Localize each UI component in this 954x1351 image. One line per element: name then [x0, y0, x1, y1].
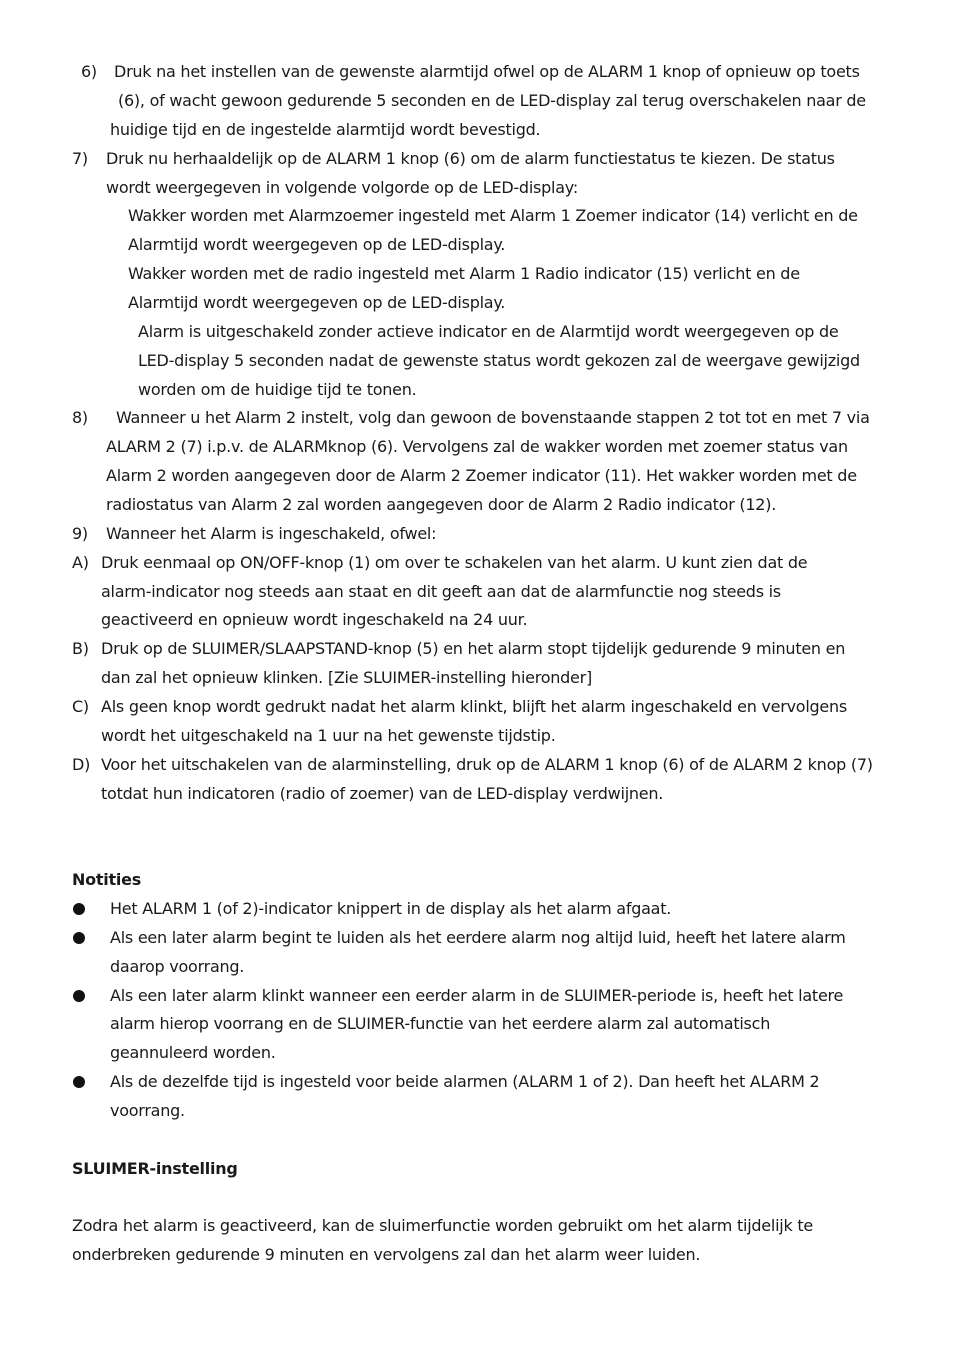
text-line: Voor het uitschakelen van de alarminstelling, druk op de ALARM 1 knop (6) of de ALARM 2 knop (7) — [101, 755, 873, 774]
text-line: daarop voorrang. — [110, 957, 245, 976]
text-line: onderbreken gedurende 9 minuten en vervolgens zal dan het alarm weer luiden. — [72, 1245, 701, 1264]
text-line: Druk op de SLUIMER/SLAAPSTAND-knop (5) en het alarm stopt tijdelijk gedurende 9 minuten en — [101, 639, 846, 658]
text-line: totdat hun indicatoren (radio of zoemer) van de LED-display verdwijnen. — [101, 784, 664, 803]
notes-heading: Notities — [72, 870, 142, 889]
text-line: Alarm 2 worden aangegeven door de Alarm 2 Zoemer indicator (11). Het wakker worden met de — [106, 466, 857, 485]
text-line: Druk na het instellen van de gewenste alarmtijd ofwel op de ALARM 1 knop of opnieuw op toets — [114, 62, 860, 81]
letter-marker: C) — [72, 697, 89, 716]
letter-marker: A) — [72, 553, 89, 572]
sub-text-line: worden om de huidige tijd te tonen. — [138, 380, 417, 399]
text-line: ALARM 2 (7) i.p.v. de ALARMknop (6). Vervolgens zal de wakker worden met zoemer status van — [106, 437, 848, 456]
sub-text-line: LED-display 5 seconden nadat de gewenste status wordt gekozen zal de weergave gewijzigd — [138, 351, 860, 370]
letter-marker: D) — [72, 755, 91, 774]
snooze-heading: SLUIMER-instelling — [72, 1159, 238, 1178]
sub-text-line: Wakker worden met Alarmzoemer ingesteld met Alarm 1 Zoemer indicator (14) verlicht en de — [128, 206, 858, 225]
text-line: wordt weergegeven in volgende volgorde op de LED-display: — [106, 178, 578, 197]
list-marker: 8) — [72, 408, 88, 427]
text-line: voorrang. — [110, 1101, 185, 1120]
text-line: Wanneer het Alarm is ingeschakeld, ofwel: — [106, 524, 437, 543]
list-marker: 9) — [72, 524, 88, 543]
list-marker: 6) — [81, 62, 97, 81]
text-line: geannuleerd worden. — [110, 1043, 276, 1062]
text-line: Het ALARM 1 (of 2)-indicator knippert in de display als het alarm afgaat. — [110, 899, 672, 918]
text-line: alarm hierop voorrang en de SLUIMER-functie van het eerdere alarm zal automatisch — [110, 1014, 771, 1033]
text-line: Zodra het alarm is geactiveerd, kan de sluimerfunctie worden gebruikt om het alarm tijdelijk te — [72, 1216, 813, 1235]
text-line: Als geen knop wordt gedrukt nadat het alarm klinkt, blijft het alarm ingeschakeld en vervolgens — [101, 697, 847, 716]
sub-text-line: Alarmtijd wordt weergegeven op de LED-display. — [128, 235, 506, 254]
bullet-icon — [73, 1076, 85, 1088]
sub-text-line: Wakker worden met de radio ingesteld met Alarm 1 Radio indicator (15) verlicht en de — [128, 264, 800, 283]
text-line: Als de dezelfde tijd is ingesteld voor beide alarmen (ALARM 1 of 2). Dan heeft het ALARM 2 — [110, 1072, 820, 1091]
bullet-icon — [73, 990, 85, 1002]
text-line: alarm-indicator nog steeds aan staat en dit geeft aan dat de alarmfunctie nog steeds is — [101, 582, 781, 601]
text-line: wordt het uitgeschakeld na 1 uur na het gewenste tijdstip. — [101, 726, 556, 745]
sub-text-line: Alarmtijd wordt weergegeven op de LED-display. — [128, 293, 506, 312]
bullet-icon — [73, 932, 85, 944]
sub-text-line: Alarm is uitgeschakeld zonder actieve indicator en de Alarmtijd wordt weergegeven op de — [138, 322, 839, 341]
text-line: geactiveerd en opnieuw wordt ingeschakeld na 24 uur. — [101, 610, 528, 629]
text-line: radiostatus van Alarm 2 zal worden aangegeven door de Alarm 2 Radio indicator (12). — [106, 495, 777, 514]
text-line: dan zal het opnieuw klinken. [Zie SLUIMER-instelling hieronder] — [101, 668, 592, 687]
text-line: Druk nu herhaaldelijk op de ALARM 1 knop (6) om de alarm functiestatus te kiezen. De status — [106, 149, 835, 168]
bullet-icon — [73, 903, 85, 915]
text-line: huidige tijd en de ingestelde alarmtijd wordt bevestigd. — [110, 120, 541, 139]
text-line: Als een later alarm klinkt wanneer een eerder alarm in de SLUIMER-periode is, heeft het latere — [110, 986, 844, 1005]
text-line: (6), of wacht gewoon gedurende 5 seconden en de LED-display zal terug overschakelen naar de — [118, 91, 866, 110]
text-line: Druk eenmaal op ON/OFF-knop (1) om over te schakelen van het alarm. U kunt zien dat de — [101, 553, 808, 572]
text-line: Als een later alarm begint te luiden als het eerdere alarm nog altijd luid, heeft het latere alarm — [110, 928, 846, 947]
list-marker: 7) — [72, 149, 88, 168]
letter-marker: B) — [72, 639, 89, 658]
text-line: Wanneer u het Alarm 2 instelt, volg dan gewoon de bovenstaande stappen 2 tot tot en met 7 via — [116, 408, 870, 427]
